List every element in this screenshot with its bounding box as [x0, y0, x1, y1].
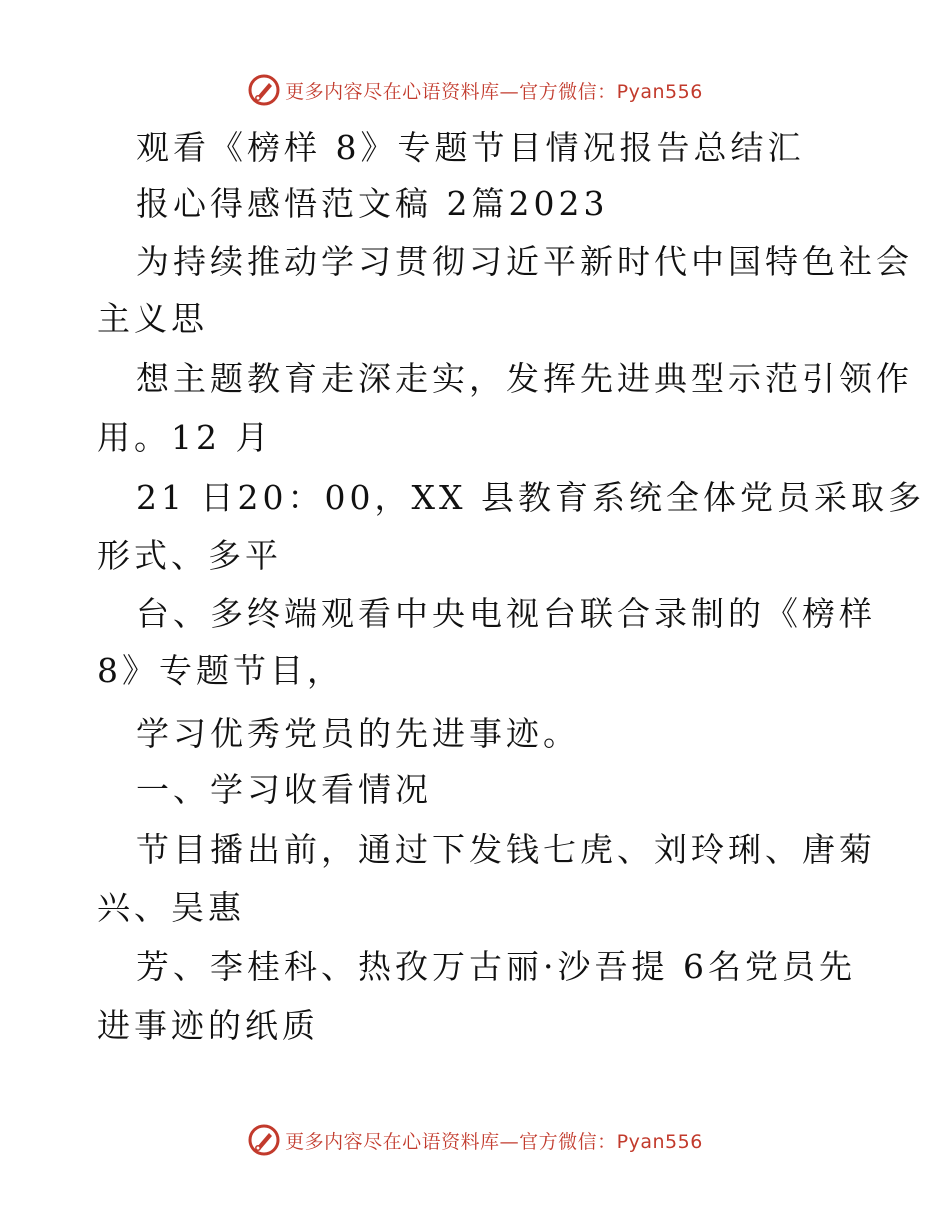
paragraph-line: 形式、多平 — [97, 536, 282, 575]
paragraph-line: 台、多终端观看中央电视台联合录制的《榜样 — [136, 594, 876, 633]
paragraph-line: 为持续推动学习贯彻习近平新时代中国特色社会 — [136, 242, 913, 281]
paragraph-line: 节目播出前，通过下发钱七虎、刘玲琍、唐菊 — [136, 830, 876, 869]
paragraph-line: 用。12 月 — [97, 418, 273, 457]
watermark-text: 更多内容尽在心语资料库—官方微信：Pyan556 — [285, 80, 703, 103]
paragraph-line: 21 日20：00，XX 县教育系统全体党员采取多 — [136, 478, 925, 517]
paragraph-line: 芳、李桂科、热孜万古丽·沙吾提 6名党员先 — [136, 947, 856, 986]
paragraph-line: 兴、吴惠 — [97, 888, 245, 927]
paragraph-line: 进事迹的纸质 — [97, 1006, 319, 1045]
pen-nib-logo-icon — [247, 1123, 281, 1157]
document-title-line-2: 报心得感悟范文稿 2篇2023 — [136, 184, 609, 223]
paragraph-line: 主义思 — [97, 299, 208, 338]
paragraph-line: 想主题教育走深走实，发挥先进典型示范引领作 — [136, 359, 913, 398]
watermark-wechat-id: Pyan556 — [616, 80, 703, 103]
section-heading: 一、学习收看情况 — [136, 770, 432, 809]
footer-watermark — [0, 1122, 950, 1158]
paragraph-line: 学习优秀党员的先进事迹。 — [136, 714, 580, 753]
paragraph-line: 8》专题节目， — [97, 651, 344, 690]
document-title-line-1: 观看《榜样 8》专题节目情况报告总结汇 — [136, 128, 805, 167]
watermark-text: 更多内容尽在心语资料库—官方微信：Pyan556 — [285, 1130, 703, 1153]
watermark-wechat-id: Pyan556 — [616, 1130, 703, 1153]
